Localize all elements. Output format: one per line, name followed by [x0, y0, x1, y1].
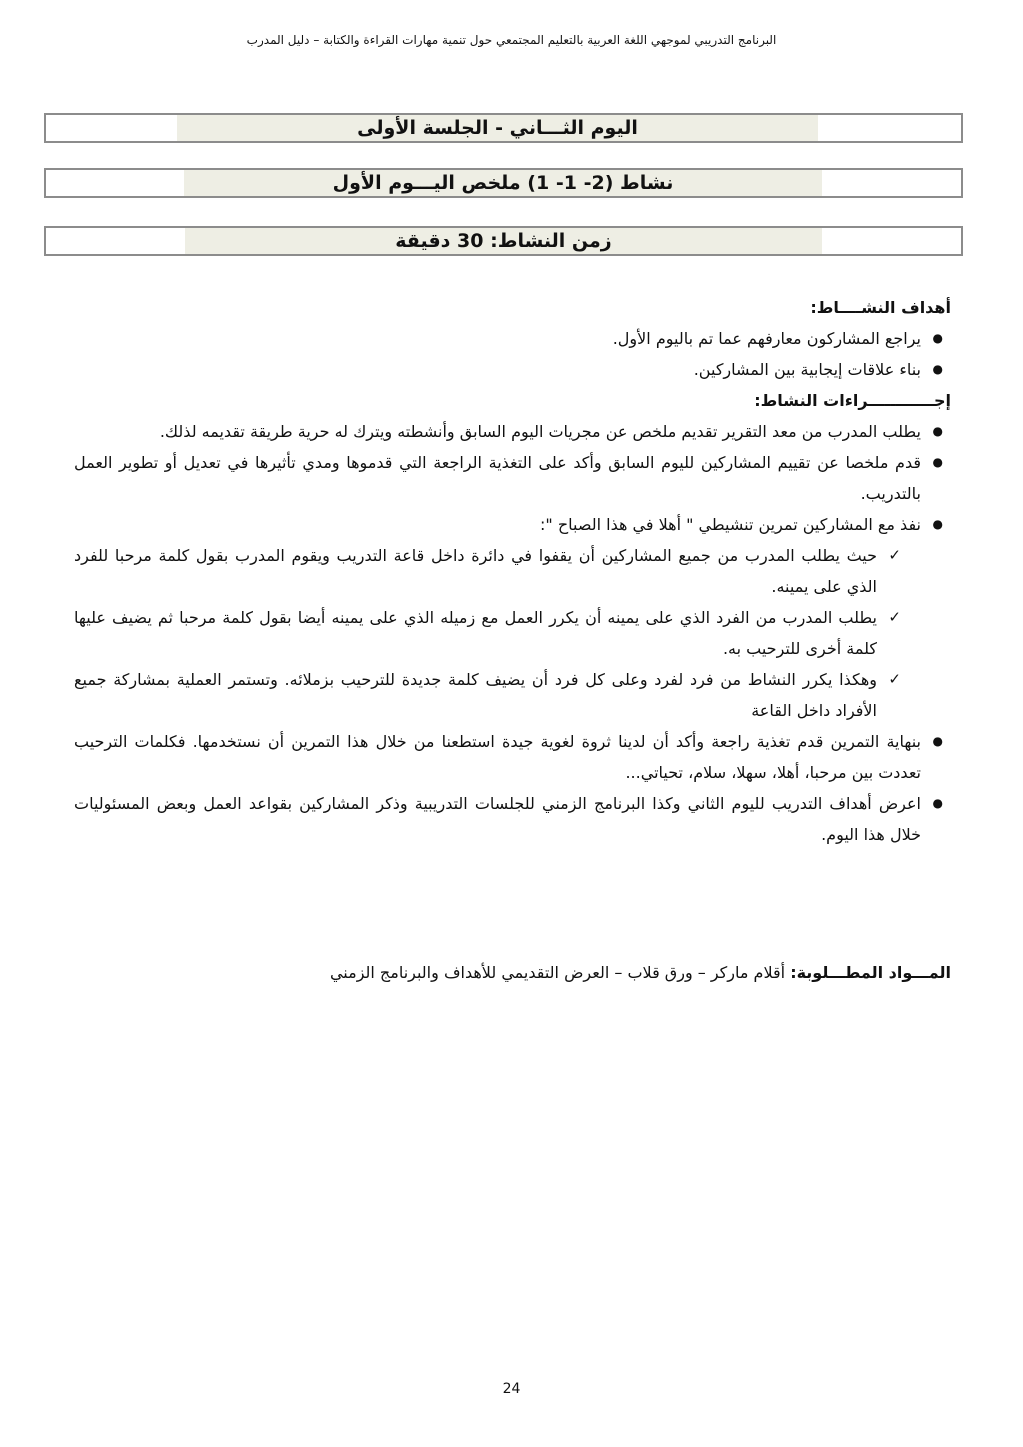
list-item: ● يراجع المشاركون معارفهم عما تم باليوم الأول. [74, 323, 951, 354]
list-item: ● قدم ملخصا عن تقييم المشاركين لليوم السابق وأكد على التغذية الراجعة التي قدموها ومدي تأثيرها في تعديل أو تطوير العمل بالتدريب. [74, 447, 951, 509]
list-item: ● بناء علاقات إيجابية بين المشاركين. [74, 354, 951, 385]
objectives-list [74, 323, 951, 385]
banner-activity-time-text: زمن النشاط: 30 دقيقة [185, 228, 822, 254]
materials-text: أقلام ماركر – ورق قلاب – العرض التقديمي للأهداف والبرنامج الزمني [329, 963, 791, 982]
list-item: ✓ وهكذا يكرر النشاط من فرد لفرد وعلى كل فرد أن يضيف كلمة جديدة للترحيب بزملائه. وتستمر العملية بمشاركة جميع الأفراد داخل القاعة [74, 664, 951, 726]
banner-activity-title-text: نشاط (2- 1- 1) ملخص اليـــوم الأول [184, 170, 822, 196]
materials-label: المـــواد المطـــلوبة: [790, 963, 951, 982]
list-item: ✓ حيث يطلب المدرب من جميع المشاركين أن يقفوا في دائرة داخل قاعة التدريب ويقوم المدرب بقول كلمة مرحبا للفرد الذي على يمينه. [74, 540, 951, 602]
banner-day-session-text: اليوم الثـــاني - الجلسة الأولى [177, 115, 818, 141]
running-header: البرنامج التدريبي لموجهي اللغة العربية بالتعليم المجتمعي حول تنمية مهارات القراءة والكتابة – دليل المدرب [246, 33, 777, 47]
activity-body [74, 292, 951, 850]
list-item: ✓ يطلب المدرب من الفرد الذي على يمينه أن يكرر العمل مع زميله الذي على يمينه أيضا بقول كلمة مرحبا ثم يضيف عليها كلمة أخرى للترحيب به. [74, 602, 951, 664]
bullet-icon: ● [932, 331, 943, 345]
procedures-list-continued [74, 726, 951, 850]
list-item: ● يطلب المدرب من معد التقرير تقديم ملخص عن مجريات اليوم السابق وأنشطته ويترك له حرية طريقة تقديمه لذلك. [74, 416, 951, 447]
checkmark-icon: ✓ [888, 608, 901, 626]
checkmark-icon: ✓ [888, 546, 901, 564]
objectives-heading: أهداف النشــــاط: [810, 298, 951, 317]
bullet-icon: ● [932, 734, 943, 748]
procedures-heading: إجــــــــــــراءات النشاط: [754, 391, 951, 410]
bullet-icon: ● [932, 796, 943, 810]
procedures-list [74, 416, 951, 540]
banner-activity-title [44, 168, 963, 198]
list-item: ● بنهاية التمرين قدم تغذية راجعة وأكد أن لدينا ثروة لغوية جيدة استطعنا من خلال هذا التمرين أن نستخدمها. فكلمات الترحيب تعددت بين مرحبا، أهلا، سهلا، سلام، تحياتي... [74, 726, 951, 788]
list-item: ● نفذ مع المشاركين تمرين تنشيطي " أهلا في هذا الصباح ": [74, 509, 951, 540]
checkmark-icon: ✓ [888, 670, 901, 688]
materials-line [60, 957, 951, 988]
bullet-icon: ● [932, 517, 943, 531]
bullet-icon: ● [932, 455, 943, 469]
page-number: 24 [502, 1381, 521, 1397]
bullet-icon: ● [932, 362, 943, 376]
exercise-steps-list [74, 540, 951, 726]
list-item: ● اعرض أهداف التدريب لليوم الثاني وكذا البرنامج الزمني للجلسات التدريبية وذكر المشاركين بقواعد العمل وبعض المسئوليات خلال هذا اليوم. [74, 788, 951, 850]
bullet-icon: ● [932, 424, 943, 438]
banner-day-session [44, 113, 963, 143]
banner-activity-time [44, 226, 963, 256]
